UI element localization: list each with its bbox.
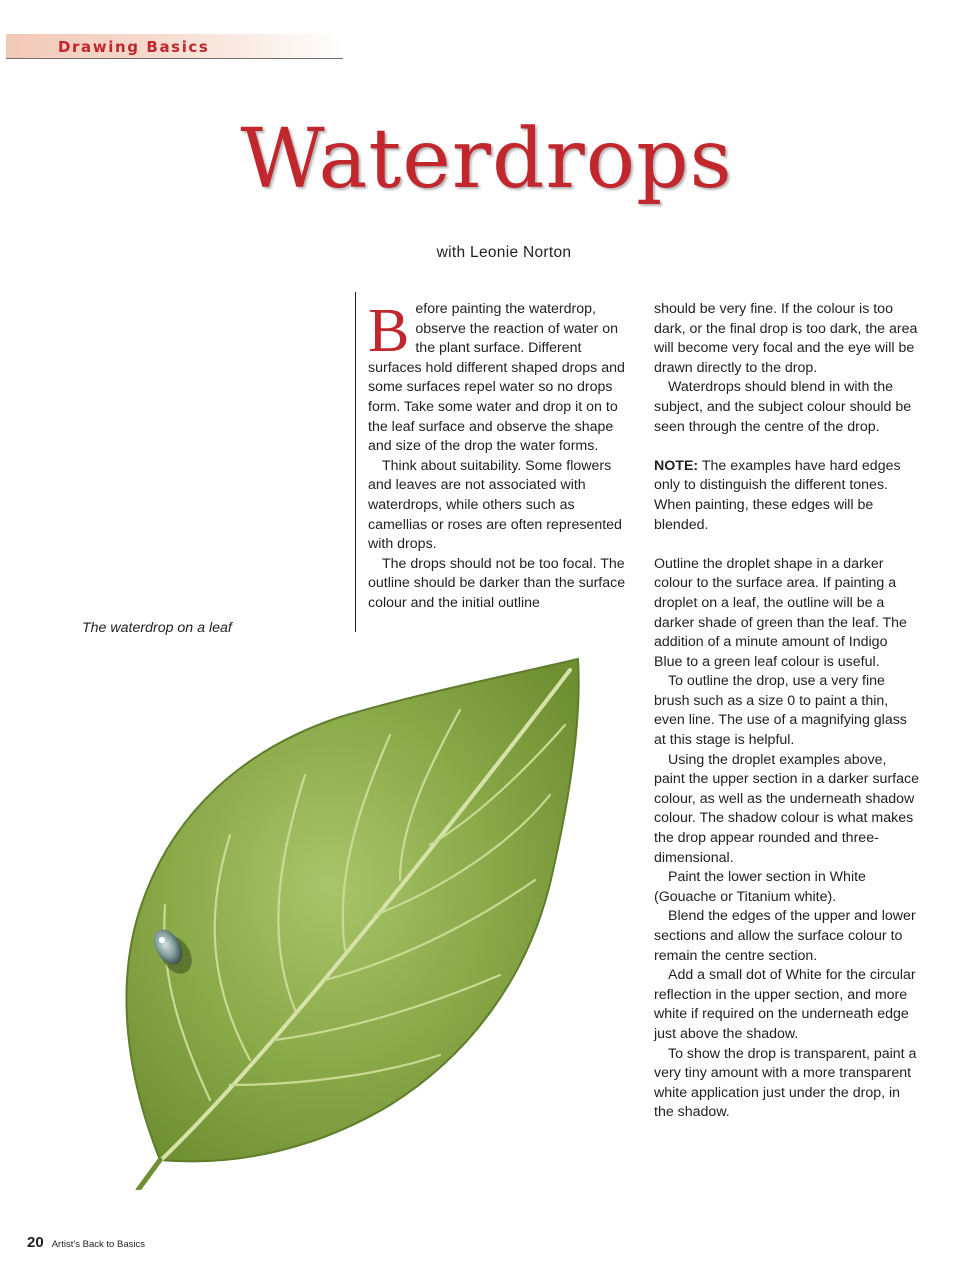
- body-column-2: [654, 300, 919, 1123]
- paragraph: To outline the drop, use a very fine brush such as a size 0 to paint a thin, even line. The use of a magnifying glass at this stage is helpful.: [654, 673, 907, 749]
- page-footer: [27, 1234, 145, 1251]
- section-divider: [6, 58, 343, 59]
- body-column-1: [368, 297, 630, 614]
- note-text: The examples have hard edges only to distinguish the different tones. When painting, these edges will be blended.: [654, 457, 901, 533]
- paragraph: Add a small dot of White for the circular reflection in the upper section, and more white if required on the underneath edge just above the shadow.: [654, 967, 916, 1042]
- leaf-illustration: [90, 655, 590, 1190]
- note-paragraph: [654, 457, 919, 535]
- section-header-tab: [6, 34, 343, 58]
- column-rule: [355, 292, 356, 632]
- leaf-blade: [126, 659, 578, 1161]
- section-label: Drawing Basics: [58, 38, 210, 56]
- paragraph: should be very fine. If the colour is too dark, or the final drop is too dark, the area will become very focal and the eye will be drawn directly to the drop.: [654, 301, 918, 376]
- paragraph: Using the droplet examples above, paint the upper section in a darker surface colour, as well as the underneath shadow colour. The shadow colour is what makes the drop appear rounded and three-dimensional.: [654, 751, 919, 866]
- paragraph: Blend the edges of the upper and lower sections and allow the surface colour to remain the centre section.: [654, 908, 916, 964]
- article-byline: with Leonie Norton: [436, 244, 572, 261]
- figure-caption: The waterdrop on a leaf: [82, 620, 232, 636]
- paragraph: Paint the lower section in White (Gouache or Titanium white).: [654, 869, 866, 905]
- spacer: [654, 437, 919, 457]
- article-title: Waterdrops: [240, 112, 733, 207]
- note-label: NOTE:: [654, 457, 699, 474]
- paragraph: Outline the droplet shape in a darker colour to the surface area. If painting a droplet on a leaf, the outline will be a darker shade of green than the leaf. The addition of a minute amount of Indigo Blue to a green leaf colour is useful.: [654, 555, 907, 670]
- leaf-stem: [138, 1160, 160, 1190]
- drop-cap: B: [368, 297, 410, 365]
- intro-text: efore painting the waterdrop, observe the reaction of water on the plant surface. Different surfaces hold different shaped drops and some surfaces repel water so no drops form. Take some water and drop it on to the leaf surface and observe the shape and size of the drop the water forms.: [368, 301, 625, 455]
- intro-paragraph: [368, 297, 630, 457]
- publication-name: Artist’s Back to Basics: [51, 1239, 145, 1250]
- paragraph: Think about suitability. Some flowers and leaves are not associated with waterdrops, while others such as camellias or roses are often represented with drops.: [368, 457, 622, 553]
- paragraph: The drops should not be too focal. The outline should be darker than the surface colour and the initial outline: [368, 555, 626, 611]
- paragraph: To show the drop is transparent, paint a very tiny amount with a more transparent white application just under the drop, in the shadow.: [654, 1045, 917, 1121]
- spacer: [654, 535, 919, 555]
- waterdrop-highlight: [159, 937, 165, 943]
- page-number: 20: [27, 1234, 44, 1251]
- paragraph: Waterdrops should blend in with the subject, and the subject colour should be seen through the centre of the drop.: [654, 379, 912, 435]
